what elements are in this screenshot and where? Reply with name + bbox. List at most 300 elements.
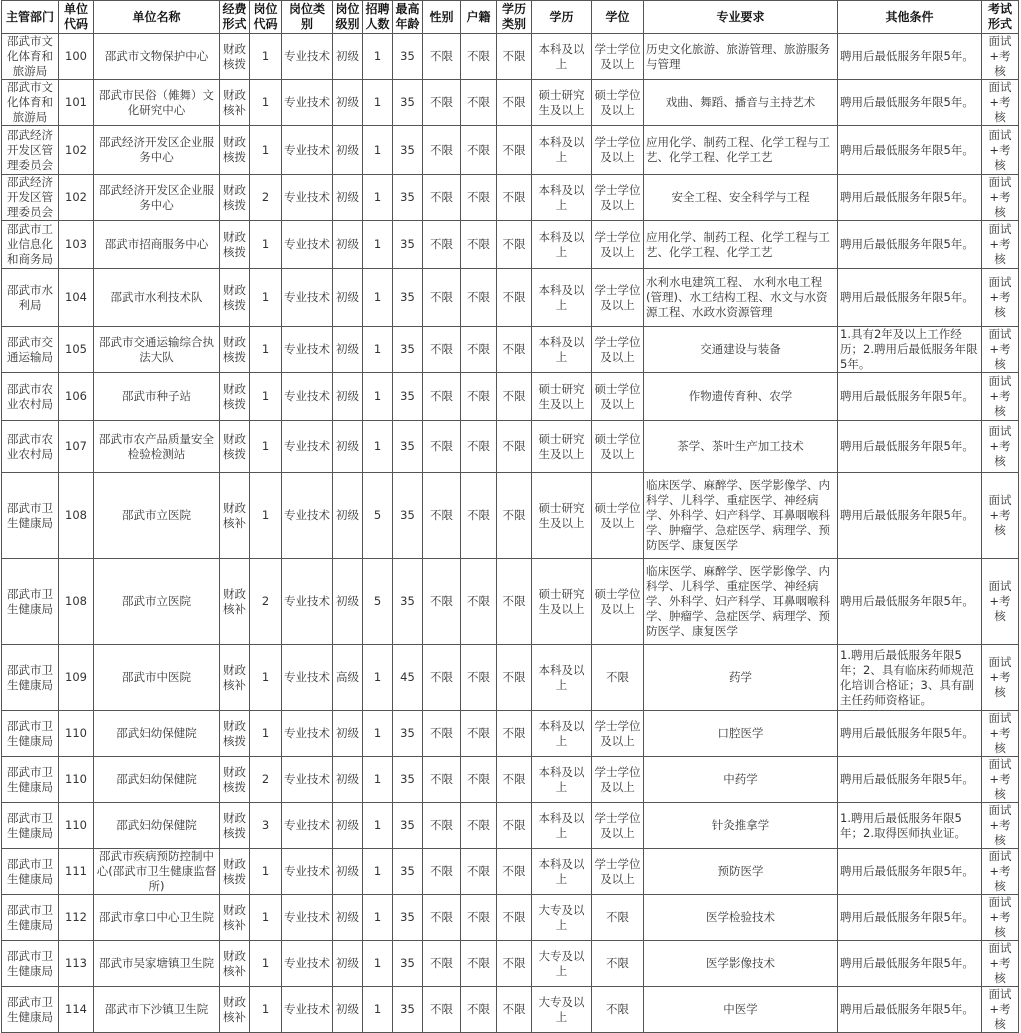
cell-unit-code: 113 — [59, 941, 94, 987]
cell-major-requirements: 预防医学 — [644, 849, 838, 895]
cell-degree: 学士学位及以上 — [592, 803, 644, 849]
cell-department: 邵武市卫生健康局 — [2, 473, 59, 559]
cell-post-category: 专业技术 — [282, 373, 333, 421]
cell-max-age: 35 — [393, 327, 423, 373]
cell-department: 邵武市卫生健康局 — [2, 757, 59, 803]
cell-unit-code: 114 — [59, 987, 94, 1033]
cell-education: 本科及以上 — [532, 175, 592, 221]
cell-post-code: 1 — [250, 421, 282, 473]
cell-funding-type: 财政核补 — [220, 80, 250, 126]
header-exam-format: 考试形式 — [982, 1, 1019, 34]
cell-max-age: 35 — [393, 221, 423, 269]
cell-degree: 学士学位及以上 — [592, 757, 644, 803]
cell-education: 本科及以上 — [532, 803, 592, 849]
cell-degree: 学士学位及以上 — [592, 34, 644, 80]
cell-max-age: 35 — [393, 757, 423, 803]
cell-post-category: 专业技术 — [282, 987, 333, 1033]
cell-other-conditions: 聘用后最低服务年限5年。 — [838, 421, 982, 473]
cell-other-conditions: 聘用后最低服务年限5年。 — [838, 80, 982, 126]
cell-major-requirements: 中药学 — [644, 757, 838, 803]
cell-funding-type: 财政核拨 — [220, 849, 250, 895]
cell-max-age: 35 — [393, 559, 423, 645]
cell-education: 大专及以上 — [532, 895, 592, 941]
cell-degree: 学士学位及以上 — [592, 126, 644, 175]
cell-exam-format: 面试+考核 — [982, 80, 1019, 126]
cell-gender: 不限 — [423, 757, 461, 803]
cell-degree: 不限 — [592, 645, 644, 711]
cell-department: 邵武市农业农村局 — [2, 421, 59, 473]
cell-headcount: 1 — [363, 373, 393, 421]
header-education: 学历 — [532, 1, 592, 34]
cell-post-category: 专业技术 — [282, 849, 333, 895]
cell-degree: 硕士学位及以上 — [592, 473, 644, 559]
cell-education: 本科及以上 — [532, 327, 592, 373]
cell-department: 邵武市工业信息化和商务局 — [2, 221, 59, 269]
cell-major-requirements: 药学 — [644, 645, 838, 711]
cell-post-level: 初级 — [333, 757, 363, 803]
cell-funding-type: 财政核拨 — [220, 327, 250, 373]
cell-post-category: 专业技术 — [282, 473, 333, 559]
cell-headcount: 5 — [363, 473, 393, 559]
cell-unit-name: 邵武市疾病预防控制中心(邵武市卫生健康监督所) — [94, 849, 220, 895]
cell-funding-type: 财政核拨 — [220, 269, 250, 327]
cell-other-conditions: 聘用后最低服务年限5年。 — [838, 987, 982, 1033]
recruitment-table — [1, 0, 1019, 1033]
cell-unit-code: 104 — [59, 269, 94, 327]
cell-max-age: 35 — [393, 175, 423, 221]
cell-other-conditions: 聘用后最低服务年限5年。 — [838, 34, 982, 80]
cell-education-type: 不限 — [497, 421, 532, 473]
cell-post-level: 初级 — [333, 711, 363, 757]
cell-education-type: 不限 — [497, 269, 532, 327]
table-row — [2, 711, 1019, 757]
cell-education-type: 不限 — [497, 373, 532, 421]
cell-post-code: 1 — [250, 645, 282, 711]
header-department: 主管部门 — [2, 1, 59, 34]
cell-household: 不限 — [461, 803, 497, 849]
cell-education: 本科及以上 — [532, 34, 592, 80]
cell-other-conditions: 聘用后最低服务年限5年。 — [838, 269, 982, 327]
cell-funding-type: 财政核拨 — [220, 175, 250, 221]
cell-household: 不限 — [461, 80, 497, 126]
cell-post-category: 专业技术 — [282, 757, 333, 803]
cell-department: 邵武市卫生健康局 — [2, 559, 59, 645]
cell-max-age: 35 — [393, 987, 423, 1033]
cell-gender: 不限 — [423, 221, 461, 269]
header-max-age: 最高年龄 — [393, 1, 423, 34]
cell-post-category: 专业技术 — [282, 895, 333, 941]
cell-funding-type: 财政核拨 — [220, 221, 250, 269]
header-education-type: 学历类别 — [497, 1, 532, 34]
cell-other-conditions: 1.具有2年及以上工作经历；2.聘用后最低服务年限5年。 — [838, 327, 982, 373]
cell-exam-format: 面试+考核 — [982, 803, 1019, 849]
cell-max-age: 45 — [393, 645, 423, 711]
cell-exam-format: 面试+考核 — [982, 645, 1019, 711]
cell-funding-type: 财政核拨 — [220, 803, 250, 849]
cell-education-type: 不限 — [497, 645, 532, 711]
cell-post-level: 初级 — [333, 941, 363, 987]
cell-education: 硕士研究生及以上 — [532, 559, 592, 645]
cell-unit-code: 103 — [59, 221, 94, 269]
cell-major-requirements: 医学检验技术 — [644, 895, 838, 941]
cell-gender: 不限 — [423, 987, 461, 1033]
cell-unit-name: 邵武经济开发区企业服务中心 — [94, 175, 220, 221]
cell-major-requirements: 水利水电建筑工程、 水利水电工程(管理)、水工结构工程、水文与水资源工程、水政水资源管理 — [644, 269, 838, 327]
table-row — [2, 757, 1019, 803]
cell-household: 不限 — [461, 373, 497, 421]
table-row — [2, 803, 1019, 849]
cell-gender: 不限 — [423, 34, 461, 80]
cell-funding-type: 财政核拨 — [220, 126, 250, 175]
table-body — [2, 34, 1019, 1033]
cell-education: 本科及以上 — [532, 757, 592, 803]
header-degree: 学位 — [592, 1, 644, 34]
cell-gender: 不限 — [423, 473, 461, 559]
cell-unit-name: 邵武市水利技术队 — [94, 269, 220, 327]
cell-exam-format: 面试+考核 — [982, 473, 1019, 559]
cell-education-type: 不限 — [497, 941, 532, 987]
cell-degree: 硕士学位及以上 — [592, 80, 644, 126]
cell-education-type: 不限 — [497, 126, 532, 175]
cell-household: 不限 — [461, 987, 497, 1033]
cell-department: 邵武市文化体育和旅游局 — [2, 80, 59, 126]
cell-unit-name: 邵武市立医院 — [94, 559, 220, 645]
cell-exam-format: 面试+考核 — [982, 849, 1019, 895]
table-row — [2, 80, 1019, 126]
cell-household: 不限 — [461, 221, 497, 269]
cell-unit-code: 110 — [59, 711, 94, 757]
cell-other-conditions: 聘用后最低服务年限5年。 — [838, 711, 982, 757]
cell-exam-format: 面试+考核 — [982, 559, 1019, 645]
cell-unit-code: 109 — [59, 645, 94, 711]
cell-department: 邵武市文化体育和旅游局 — [2, 34, 59, 80]
cell-exam-format: 面试+考核 — [982, 126, 1019, 175]
cell-education: 大专及以上 — [532, 987, 592, 1033]
table-row — [2, 221, 1019, 269]
cell-major-requirements: 茶学、茶叶生产加工技术 — [644, 421, 838, 473]
cell-post-code: 1 — [250, 34, 282, 80]
cell-household: 不限 — [461, 473, 497, 559]
cell-education: 本科及以上 — [532, 126, 592, 175]
cell-headcount: 5 — [363, 559, 393, 645]
cell-unit-code: 110 — [59, 757, 94, 803]
cell-education-type: 不限 — [497, 34, 532, 80]
cell-exam-format: 面试+考核 — [982, 327, 1019, 373]
cell-post-level: 初级 — [333, 987, 363, 1033]
cell-other-conditions: 聘用后最低服务年限5年。 — [838, 175, 982, 221]
cell-education-type: 不限 — [497, 327, 532, 373]
cell-other-conditions: 聘用后最低服务年限5年。 — [838, 757, 982, 803]
cell-degree: 学士学位及以上 — [592, 269, 644, 327]
table-header-row — [2, 1, 1019, 34]
cell-headcount: 1 — [363, 645, 393, 711]
cell-education: 硕士研究生及以上 — [532, 473, 592, 559]
cell-post-code: 2 — [250, 175, 282, 221]
cell-max-age: 35 — [393, 711, 423, 757]
cell-other-conditions: 聘用后最低服务年限5年。 — [838, 373, 982, 421]
cell-degree: 不限 — [592, 941, 644, 987]
cell-degree: 学士学位及以上 — [592, 327, 644, 373]
cell-unit-code: 108 — [59, 559, 94, 645]
cell-department: 邵武市卫生健康局 — [2, 711, 59, 757]
cell-household: 不限 — [461, 645, 497, 711]
table-row — [2, 34, 1019, 80]
cell-degree: 不限 — [592, 987, 644, 1033]
cell-max-age: 35 — [393, 895, 423, 941]
cell-gender: 不限 — [423, 175, 461, 221]
cell-unit-code: 101 — [59, 80, 94, 126]
header-household: 户籍 — [461, 1, 497, 34]
cell-education-type: 不限 — [497, 473, 532, 559]
cell-education: 硕士研究生及以上 — [532, 80, 592, 126]
cell-department: 邵武市卫生健康局 — [2, 803, 59, 849]
cell-funding-type: 财政核拨 — [220, 757, 250, 803]
cell-gender: 不限 — [423, 895, 461, 941]
cell-headcount: 1 — [363, 711, 393, 757]
cell-headcount: 1 — [363, 421, 393, 473]
cell-funding-type: 财政核补 — [220, 987, 250, 1033]
cell-max-age: 35 — [393, 126, 423, 175]
cell-unit-code: 106 — [59, 373, 94, 421]
cell-post-code: 2 — [250, 559, 282, 645]
cell-unit-name: 邵武市拿口中心卫生院 — [94, 895, 220, 941]
cell-post-code: 1 — [250, 987, 282, 1033]
cell-other-conditions: 1.聘用后最低服务年限5年；2、具有临床药师规范化培训合格证；3、具有副主任药师资格证。 — [838, 645, 982, 711]
cell-post-code: 1 — [250, 327, 282, 373]
cell-post-level: 初级 — [333, 421, 363, 473]
cell-post-category: 专业技术 — [282, 126, 333, 175]
cell-department: 邵武市卫生健康局 — [2, 849, 59, 895]
cell-post-level: 初级 — [333, 175, 363, 221]
cell-post-level: 初级 — [333, 473, 363, 559]
table-row — [2, 941, 1019, 987]
table-row — [2, 987, 1019, 1033]
cell-headcount: 1 — [363, 757, 393, 803]
cell-major-requirements: 临床医学、麻醉学、医学影像学、内科学、儿科学、重症医学、神经病学、外科学、妇产科学、耳鼻咽喉科学、肿瘤学、急症医学、病理学、预防医学、康复医学 — [644, 473, 838, 559]
cell-gender: 不限 — [423, 80, 461, 126]
cell-unit-name: 邵武市交通运输综合执法大队 — [94, 327, 220, 373]
cell-gender: 不限 — [423, 941, 461, 987]
table-row — [2, 559, 1019, 645]
cell-exam-format: 面试+考核 — [982, 421, 1019, 473]
cell-unit-name: 邵武妇幼保健院 — [94, 803, 220, 849]
cell-exam-format: 面试+考核 — [982, 711, 1019, 757]
cell-max-age: 35 — [393, 34, 423, 80]
cell-funding-type: 财政核补 — [220, 895, 250, 941]
cell-education-type: 不限 — [497, 711, 532, 757]
cell-department: 邵武市卫生健康局 — [2, 941, 59, 987]
cell-education: 本科及以上 — [532, 645, 592, 711]
table-row — [2, 895, 1019, 941]
cell-post-code: 1 — [250, 126, 282, 175]
cell-household: 不限 — [461, 175, 497, 221]
cell-funding-type: 财政核拨 — [220, 421, 250, 473]
table-row — [2, 373, 1019, 421]
cell-household: 不限 — [461, 757, 497, 803]
cell-gender: 不限 — [423, 373, 461, 421]
cell-headcount: 1 — [363, 849, 393, 895]
header-unit-name: 单位名称 — [94, 1, 220, 34]
cell-post-category: 专业技术 — [282, 645, 333, 711]
cell-education-type: 不限 — [497, 757, 532, 803]
cell-max-age: 35 — [393, 373, 423, 421]
cell-major-requirements: 针灸推拿学 — [644, 803, 838, 849]
cell-education-type: 不限 — [497, 987, 532, 1033]
cell-education-type: 不限 — [497, 849, 532, 895]
cell-department: 邵武市卫生健康局 — [2, 645, 59, 711]
cell-exam-format: 面试+考核 — [982, 34, 1019, 80]
cell-degree: 硕士学位及以上 — [592, 559, 644, 645]
cell-headcount: 1 — [363, 803, 393, 849]
cell-headcount: 1 — [363, 126, 393, 175]
cell-unit-name: 邵武经济开发区企业服务中心 — [94, 126, 220, 175]
cell-degree: 学士学位及以上 — [592, 221, 644, 269]
cell-major-requirements: 历史文化旅游、旅游管理、旅游服务与管理 — [644, 34, 838, 80]
cell-major-requirements: 戏曲、舞蹈、播音与主持艺术 — [644, 80, 838, 126]
cell-funding-type: 财政核拨 — [220, 711, 250, 757]
cell-post-level: 初级 — [333, 327, 363, 373]
cell-household: 不限 — [461, 327, 497, 373]
table-row — [2, 175, 1019, 221]
cell-other-conditions: 聘用后最低服务年限5年。 — [838, 895, 982, 941]
cell-exam-format: 面试+考核 — [982, 987, 1019, 1033]
cell-degree: 学士学位及以上 — [592, 175, 644, 221]
table-row — [2, 269, 1019, 327]
cell-degree: 硕士学位及以上 — [592, 373, 644, 421]
cell-headcount: 1 — [363, 941, 393, 987]
cell-exam-format: 面试+考核 — [982, 373, 1019, 421]
cell-gender: 不限 — [423, 126, 461, 175]
cell-household: 不限 — [461, 895, 497, 941]
table-row — [2, 421, 1019, 473]
cell-post-level: 高级 — [333, 645, 363, 711]
cell-education: 大专及以上 — [532, 941, 592, 987]
cell-exam-format: 面试+考核 — [982, 895, 1019, 941]
cell-post-category: 专业技术 — [282, 421, 333, 473]
cell-post-code: 1 — [250, 221, 282, 269]
cell-funding-type: 财政核补 — [220, 941, 250, 987]
cell-department: 邵武市交通运输局 — [2, 327, 59, 373]
cell-post-level: 初级 — [333, 559, 363, 645]
cell-education: 本科及以上 — [532, 269, 592, 327]
cell-household: 不限 — [461, 711, 497, 757]
cell-household: 不限 — [461, 941, 497, 987]
cell-degree: 不限 — [592, 895, 644, 941]
cell-department: 邵武市农业农村局 — [2, 373, 59, 421]
cell-post-code: 1 — [250, 711, 282, 757]
cell-unit-name: 邵武市招商服务中心 — [94, 221, 220, 269]
cell-other-conditions: 1.聘用后最低服务年限5年；2.取得医师执业证。 — [838, 803, 982, 849]
cell-post-category: 专业技术 — [282, 80, 333, 126]
cell-max-age: 35 — [393, 941, 423, 987]
cell-major-requirements: 应用化学、制药工程、化学工程与工艺、化学工程、化学工艺 — [644, 221, 838, 269]
cell-gender: 不限 — [423, 849, 461, 895]
cell-education: 本科及以上 — [532, 711, 592, 757]
cell-post-level: 初级 — [333, 373, 363, 421]
cell-education-type: 不限 — [497, 803, 532, 849]
cell-unit-code: 112 — [59, 895, 94, 941]
cell-department: 邵武经济开发区管理委员会 — [2, 175, 59, 221]
cell-education-type: 不限 — [497, 895, 532, 941]
cell-gender: 不限 — [423, 559, 461, 645]
cell-funding-type: 财政核补 — [220, 645, 250, 711]
cell-post-category: 专业技术 — [282, 175, 333, 221]
cell-gender: 不限 — [423, 269, 461, 327]
cell-headcount: 1 — [363, 34, 393, 80]
cell-post-code: 1 — [250, 849, 282, 895]
cell-education: 硕士研究生及以上 — [532, 421, 592, 473]
cell-education-type: 不限 — [497, 80, 532, 126]
cell-unit-code: 105 — [59, 327, 94, 373]
table-row — [2, 849, 1019, 895]
cell-household: 不限 — [461, 849, 497, 895]
cell-gender: 不限 — [423, 645, 461, 711]
cell-department: 邵武市水利局 — [2, 269, 59, 327]
cell-major-requirements: 临床医学、麻醉学、医学影像学、内科学、儿科学、重症医学、神经病学、外科学、妇产科学、耳鼻咽喉科学、肿瘤学、急症医学、病理学、预防医学、康复医学 — [644, 559, 838, 645]
cell-funding-type: 财政核拨 — [220, 34, 250, 80]
cell-post-level: 初级 — [333, 80, 363, 126]
cell-max-age: 35 — [393, 421, 423, 473]
cell-education: 本科及以上 — [532, 849, 592, 895]
cell-unit-name: 邵武市农产品质量安全检验检测站 — [94, 421, 220, 473]
cell-education-type: 不限 — [497, 221, 532, 269]
cell-post-level: 初级 — [333, 221, 363, 269]
cell-department: 邵武市卫生健康局 — [2, 895, 59, 941]
cell-department: 邵武经济开发区管理委员会 — [2, 126, 59, 175]
header-unit-code: 单位代码 — [59, 1, 94, 34]
cell-post-category: 专业技术 — [282, 269, 333, 327]
cell-post-code: 1 — [250, 80, 282, 126]
cell-unit-code: 111 — [59, 849, 94, 895]
cell-post-code: 1 — [250, 895, 282, 941]
cell-gender: 不限 — [423, 327, 461, 373]
cell-household: 不限 — [461, 269, 497, 327]
cell-major-requirements: 口腔医学 — [644, 711, 838, 757]
cell-post-level: 初级 — [333, 269, 363, 327]
cell-headcount: 1 — [363, 80, 393, 126]
cell-department: 邵武市卫生健康局 — [2, 987, 59, 1033]
cell-household: 不限 — [461, 126, 497, 175]
cell-post-category: 专业技术 — [282, 711, 333, 757]
cell-unit-code: 102 — [59, 126, 94, 175]
cell-exam-format: 面试+考核 — [982, 757, 1019, 803]
cell-other-conditions: 聘用后最低服务年限5年。 — [838, 849, 982, 895]
cell-major-requirements: 中医学 — [644, 987, 838, 1033]
cell-post-level: 初级 — [333, 34, 363, 80]
cell-funding-type: 财政核拨 — [220, 373, 250, 421]
cell-gender: 不限 — [423, 803, 461, 849]
cell-household: 不限 — [461, 34, 497, 80]
header-major-requirements: 专业要求 — [644, 1, 838, 34]
header-other-conditions: 其他条件 — [838, 1, 982, 34]
cell-max-age: 35 — [393, 269, 423, 327]
cell-unit-code: 102 — [59, 175, 94, 221]
cell-other-conditions: 聘用后最低服务年限5年。 — [838, 473, 982, 559]
cell-unit-name: 邵武市下沙镇卫生院 — [94, 987, 220, 1033]
cell-exam-format: 面试+考核 — [982, 175, 1019, 221]
cell-post-code: 3 — [250, 803, 282, 849]
cell-unit-code: 110 — [59, 803, 94, 849]
cell-post-category: 专业技术 — [282, 941, 333, 987]
cell-household: 不限 — [461, 559, 497, 645]
cell-post-code: 1 — [250, 941, 282, 987]
cell-other-conditions: 聘用后最低服务年限5年。 — [838, 221, 982, 269]
cell-max-age: 35 — [393, 849, 423, 895]
cell-unit-code: 100 — [59, 34, 94, 80]
cell-unit-name: 邵武市中医院 — [94, 645, 220, 711]
cell-post-code: 2 — [250, 757, 282, 803]
cell-post-level: 初级 — [333, 895, 363, 941]
